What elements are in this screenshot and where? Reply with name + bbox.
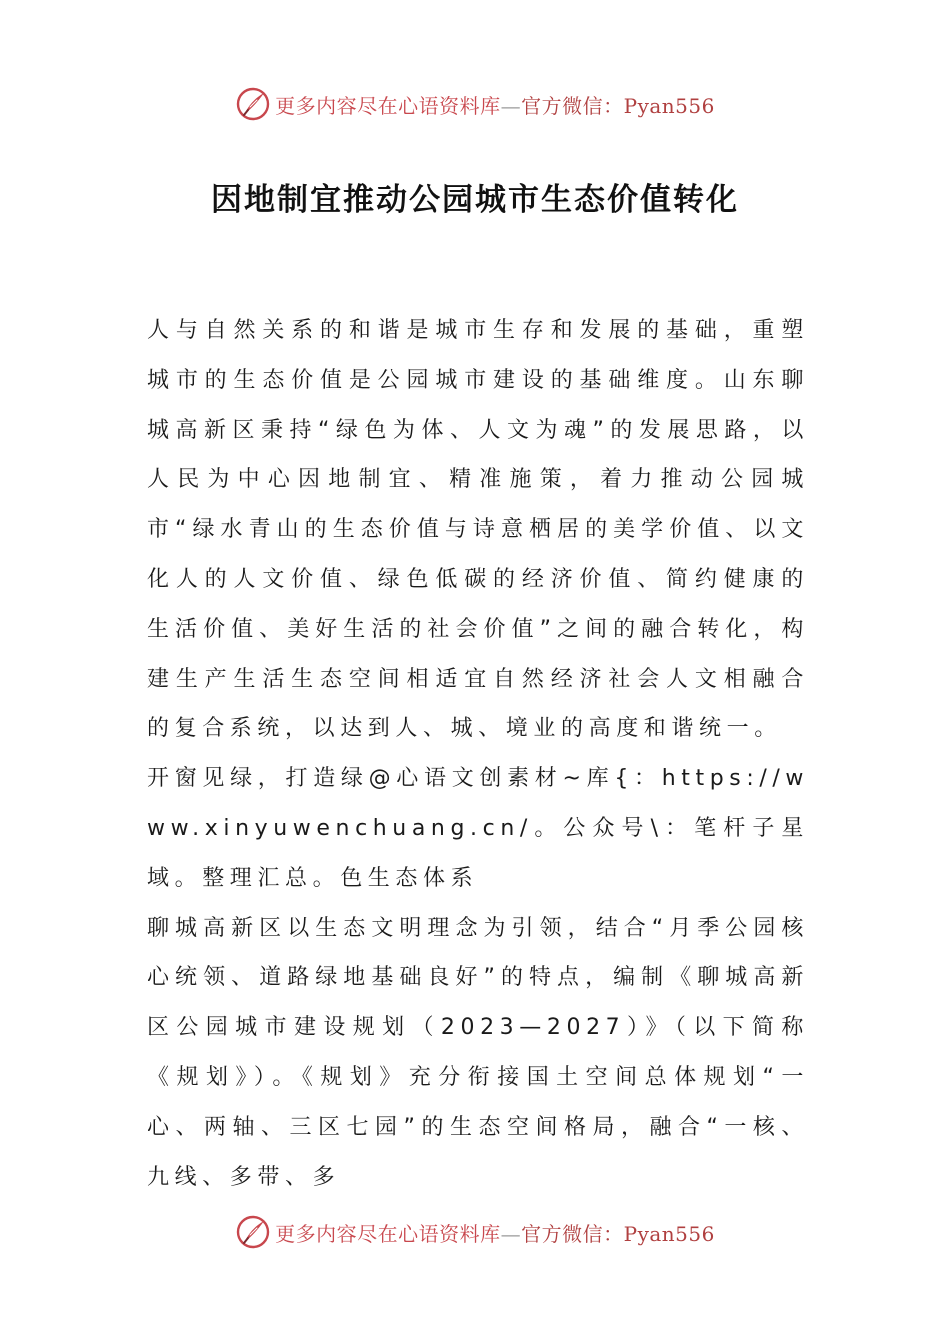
banner-wechat-text: 官方微信：Pyan556 xyxy=(521,93,715,118)
banner-wechat-text: 官方微信：Pyan556 xyxy=(521,1221,715,1246)
paragraph-section-heading: 开窗见绿，打造绿@心语文创素材~库{：https://www.xinyuwenchuang.cn/。公众号\：笔杆子星域。整理汇总。色生态体系 xyxy=(147,766,809,891)
quill-pen-logo-icon xyxy=(235,86,271,122)
quill-pen-logo-icon xyxy=(235,1214,271,1250)
banner-text xyxy=(275,1218,715,1247)
paragraph-planning: 聊城高新区以生态文明理念为引领，结合“月季公园核心统领、道路绿地基础良好”的特点，编制《聊城高新区公园城市建设规划（2023—2027）》（以下简称《规划》）。《规划》充分衔接国土空间总体规划“一心、两轴、三区七园”的生态空间格局，融合“一核、九线、多带、多 xyxy=(147,915,809,1190)
paragraph-intro: 人与自然关系的和谐是城市生存和发展的基础，重塑城市的生态价值是公园城市建设的基础维度。山东聊城高新区秉持“绿色为体、人文为魂”的发展思路，以人民为中心因地制宜、精准施策，着力推动公园城市“绿水青山的生态价值与诗意栖居的美学价值、以文化人的人文价值、绿色低碳的经济价值、简约健康的生活价值、美好生活的社会价值”之间的融合转化，构建生产生活生态空间相适宜自然经济社会人文相融合的复合系统，以达到人、城、境业的高度和谐统一。 xyxy=(147,318,809,742)
banner-text xyxy=(275,90,715,119)
document-title: 因地制宜推动公园城市生态价值转化 xyxy=(211,182,739,218)
footer-banner xyxy=(0,1212,950,1252)
banner-main-text: 更多内容尽在心语资料库 xyxy=(275,1221,501,1246)
banner-main-text: 更多内容尽在心语资料库 xyxy=(275,93,501,118)
banner-dash: — xyxy=(500,93,522,118)
document-body xyxy=(147,306,809,1202)
banner-dash: — xyxy=(500,1221,522,1246)
header-banner xyxy=(0,84,950,124)
